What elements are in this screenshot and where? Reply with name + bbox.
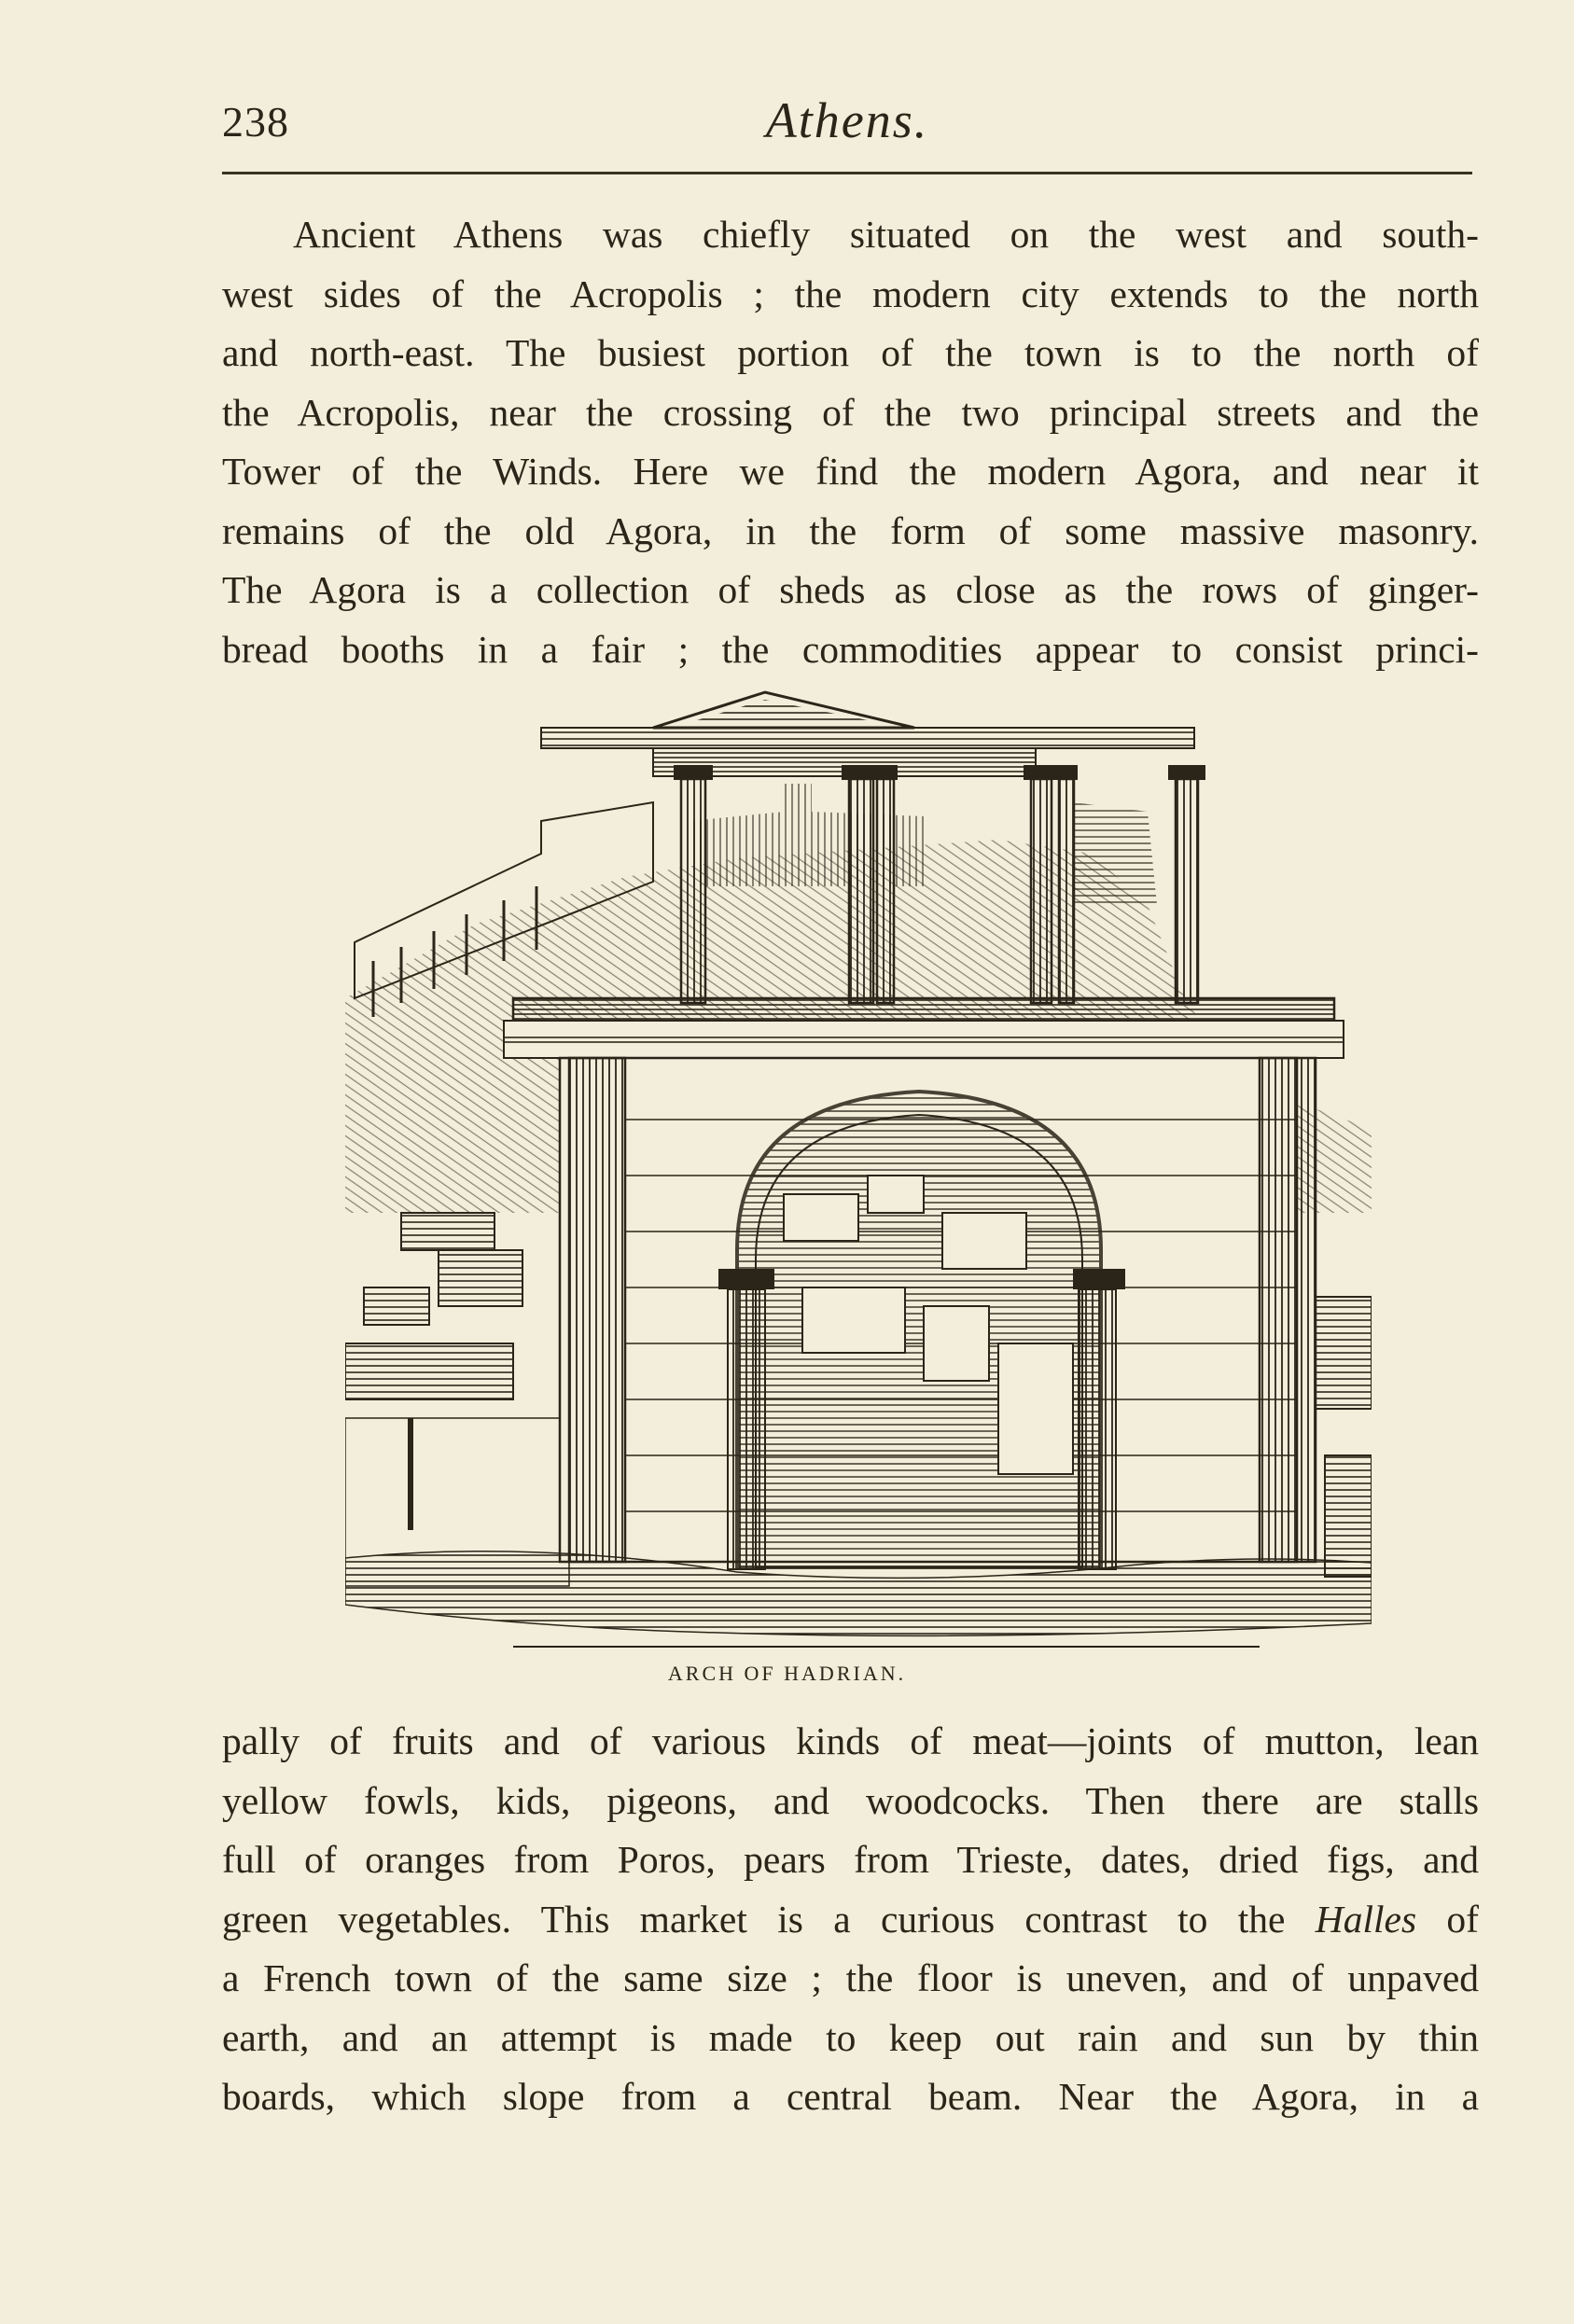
- page-number: 238: [222, 98, 289, 146]
- italic-term: Halles: [1315, 1897, 1417, 1941]
- text-line: yellow fowls, kids, pigeons, and woodcocks. Then there are stalls: [222, 1778, 1479, 1822]
- text-line: the Acropolis, near the crossing of the two principal streets and the: [222, 390, 1479, 434]
- text-line: full of oranges from Poros, pears from Trieste, dates, dried figs, and: [222, 1838, 1479, 1881]
- text-line: and north-east. The busiest portion of the town is to the north of: [222, 331, 1479, 374]
- text-line: west sides of the Acropolis ; the modern city extends to the north: [222, 271, 1479, 315]
- text-line: The Agora is a collection of sheds as close as the rows of ginger-: [222, 568, 1479, 611]
- arch-of-hadrian-engraving-icon: [345, 690, 1372, 1656]
- paragraph-2: [222, 1712, 1479, 2127]
- text-line: Ancient Athens was chiefly situated on the west and south-: [293, 213, 1479, 256]
- text-line: remains of the old Agora, in the form of some massive masonry.: [222, 508, 1479, 552]
- paragraph-1: [222, 205, 1479, 679]
- running-head: Athens.: [765, 92, 929, 148]
- page-header: [222, 91, 1472, 157]
- figure-caption: ARCH OF HADRIAN.: [667, 1662, 907, 1685]
- text-fragment: of: [1416, 1897, 1479, 1941]
- text-line: [222, 1890, 1479, 1950]
- text-line: bread booths in a fair ; the commodities appear to consist princi-: [222, 627, 1479, 671]
- text-line: a French town of the same size ; the floor is uneven, and of unpaved: [222, 1956, 1479, 1999]
- text-fragment: green vegetables. This market is a curious contrast to the: [222, 1897, 1316, 1941]
- text-line: boards, which slope from a central beam. Near the Agora, in a: [222, 2075, 1479, 2118]
- header-rule: [222, 172, 1472, 174]
- text-line: Tower of the Winds. Here we find the modern Agora, and near it: [222, 450, 1479, 493]
- text-line: earth, and an attempt is made to keep out rain and sun by thin: [222, 2015, 1479, 2059]
- text-line: pally of fruits and of various kinds of meat—joints of mutton, lean: [222, 1719, 1479, 1762]
